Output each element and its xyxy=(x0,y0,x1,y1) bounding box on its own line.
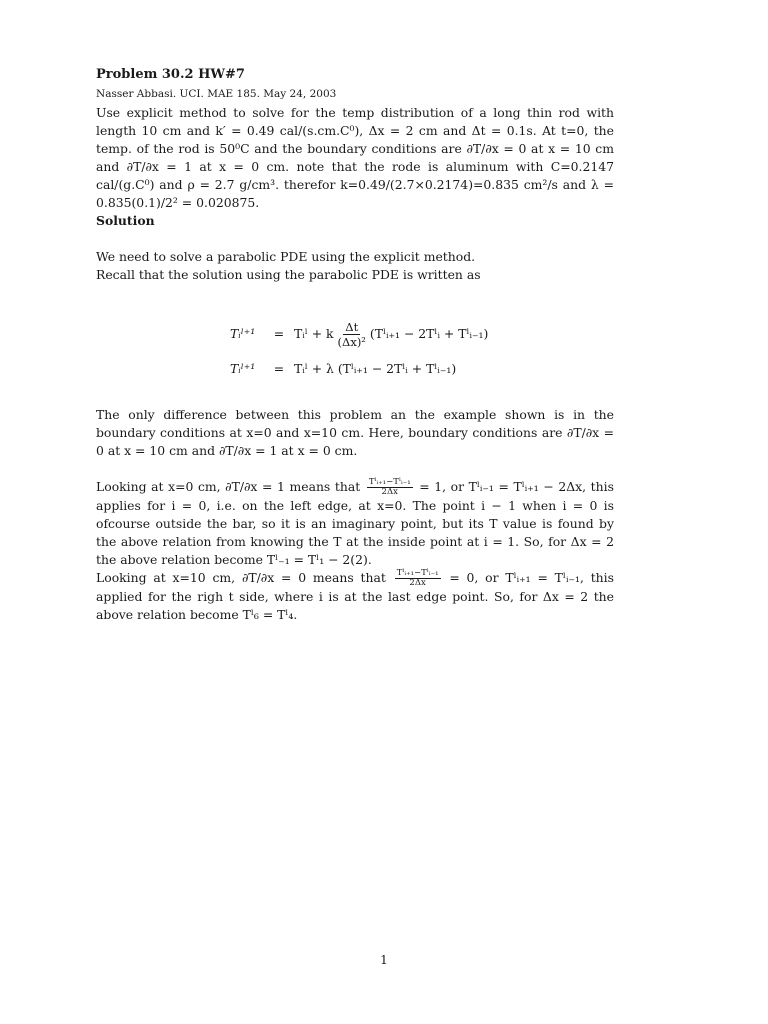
fraction-denominator: 2Δx xyxy=(409,578,426,588)
equation-1-fraction xyxy=(336,320,368,349)
equation-1-lhs: Tᵢˡ⁺¹ xyxy=(230,326,256,341)
fraction-numerator: Tˡᵢ₊₁−Tˡᵢ₋₁ xyxy=(396,568,439,578)
right-edge-fraction xyxy=(395,569,441,588)
equation-1-parenthesis: (Tˡᵢ₊₁ − 2Tˡᵢ + Tˡᵢ₋₁) xyxy=(369,326,489,341)
right-edge-text: Looking at x=10 cm, ∂T/∂x = 0 means that xyxy=(96,570,386,585)
author-byline: Nasser Abbasi. UCI. MAE 185. May 24, 2003 xyxy=(96,88,337,100)
fraction-numerator: Tˡᵢ₊₁−Tˡᵢ₋₁ xyxy=(368,477,411,487)
equation-2-lhs: Tᵢˡ⁺¹ xyxy=(230,361,256,376)
right-edge-text-cont: = 0, or Tˡᵢ₊₁ = Tˡᵢ₋₁, this applied for the righ t side, where i is at the last edge point. So, for Δx = 2 the above relation become Tˡ₆ = Tˡ₄. xyxy=(96,570,614,622)
left-edge-text: Looking at x=0 cm, ∂T/∂x = 1 means that xyxy=(96,479,361,494)
equation-1-equals: = xyxy=(273,326,285,341)
equation-2 xyxy=(230,358,630,380)
solution-heading: Solution xyxy=(96,213,155,228)
document-page xyxy=(96,66,614,624)
equation-block xyxy=(96,312,614,392)
problem-statement: Use explicit method to solve for the temp distribution of a long thin rod with length 10 cm and k′ = 0.49 cal/(s.cm.C⁰), Δx = 2 cm and Δt = 0.1s. At t=0, the temp. of the rod is 50⁰C and the boundary conditions are ∂T/∂x = 0 at x = 10 cm and ∂T/∂x = 1 at x = 0 cm. note that the rode is aluminum with C=0.2147 cal/(g.C⁰) and ρ = 2.7 g/cm³. therefor k=0.49/(2.7×0.2174)=0.835 cm²/s and λ = 0.835(0.1)/2² = 0.020875. xyxy=(96,105,614,210)
left-edge-fraction xyxy=(367,478,413,497)
equation-2-rhs: Tᵢˡ + λ (Tˡᵢ₊₁ − 2Tˡᵢ + Tˡᵢ₋₁) xyxy=(294,361,457,376)
left-edge-paragraph xyxy=(96,478,614,569)
fraction-numerator: Δt xyxy=(345,319,359,334)
page-number: 1 xyxy=(380,953,388,967)
boundary-paragraph: The only difference between this problem an the example shown is in the boundary conditions at x=0 and x=10 cm. Here, boundary conditions are ∂T/∂x = 0 at x = 10 cm and ∂T/∂x = 1 at x = 0 cm. xyxy=(96,407,614,458)
right-edge-paragraph xyxy=(96,569,614,624)
intro-line-2: Recall that the solution using the parabolic PDE is written as xyxy=(96,267,481,282)
left-edge-text-cont: = 1, or Tˡᵢ₋₁ = Tˡᵢ₊₁ − 2Δx, this applies for i = 0, i.e. on the left edge, at x=0. The point i − 1 when i = 0 is ofcourse outside the bar, so it is an imaginary point, but its T value is found by the above relation from knowing the T at the inside point at i = 1. So, for Δx = 2 the above relation become Tˡ₋₁ = Tˡ₁ − 2(2). xyxy=(96,479,614,567)
fraction-denominator: 2Δx xyxy=(381,487,398,497)
equation-2-equals: = xyxy=(273,361,285,376)
equation-1-term: Tᵢˡ + k xyxy=(294,326,334,341)
equation-1 xyxy=(230,312,630,356)
intro-line-1: We need to solve a parabolic PDE using the explicit method. xyxy=(96,249,476,264)
fraction-denominator: (Δx)² xyxy=(337,334,366,349)
problem-title: Problem 30.2 HW#7 xyxy=(96,67,245,82)
